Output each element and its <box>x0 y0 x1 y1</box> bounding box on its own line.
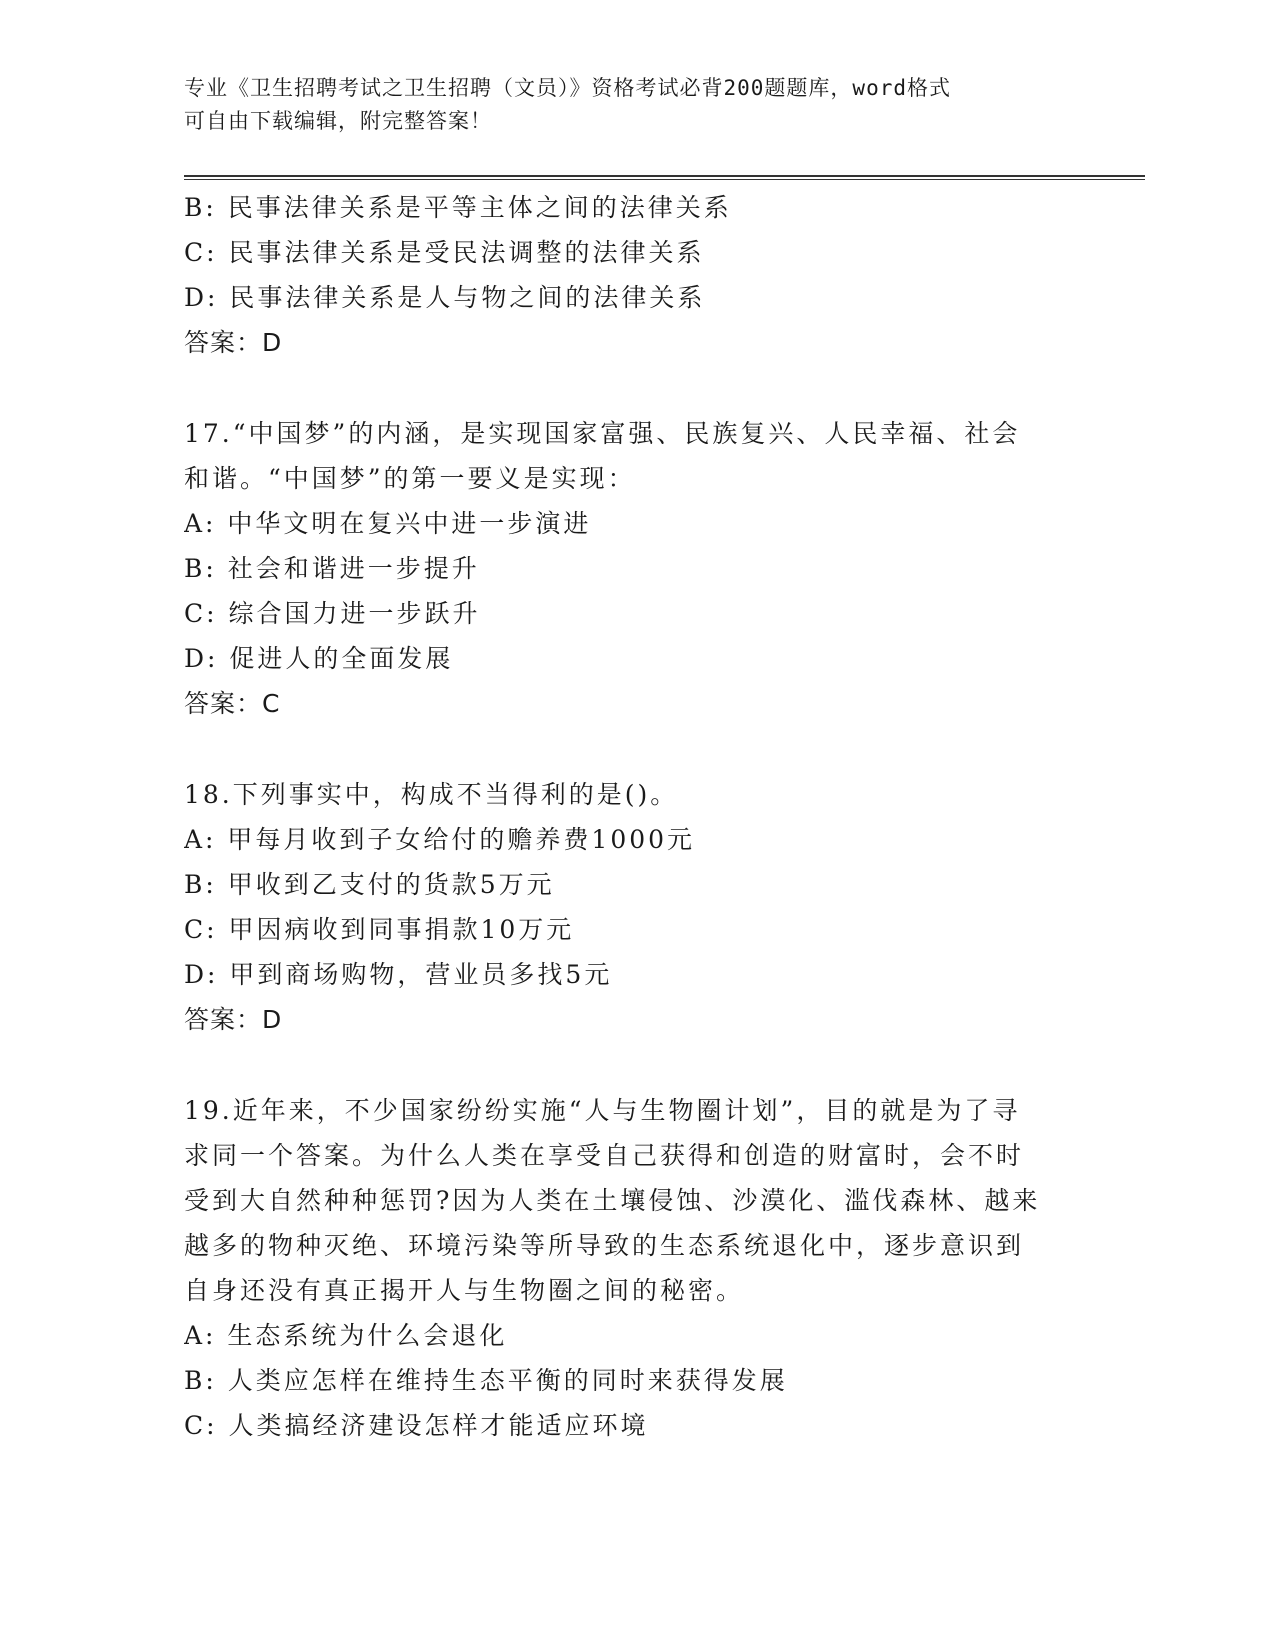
q18-option-b: B: 甲收到乙支付的货款5万元 <box>184 870 555 899</box>
question-content <box>184 185 1084 1448</box>
q18-answer: 答案：D <box>184 1005 283 1034</box>
q17-option-d: D: 促进人的全面发展 <box>184 644 454 673</box>
q19-stem-line-5: 自身还没有真正揭开人与生物圈之间的秘密。 <box>184 1276 745 1305</box>
question-16-continued <box>184 185 1084 365</box>
question-17 <box>184 411 1084 726</box>
q16-option-d: D: 民事法律关系是人与物之间的法律关系 <box>184 283 706 312</box>
q19-stem-line-1: 19.近年来，不少国家纷纷实施“人与生物圈计划”，目的就是为了寻 <box>184 1096 1021 1125</box>
q19-stem-line-4: 越多的物种灭绝、环境污染等所导致的生态系统退化中，逐步意识到 <box>184 1231 1025 1260</box>
spacer <box>184 726 1084 772</box>
q19-option-b: B: 人类应怎样在维持生态平衡的同时来获得发展 <box>184 1366 788 1395</box>
q19-option-c: C: 人类搞经济建设怎样才能适应环境 <box>184 1411 649 1440</box>
q18-option-c: C: 甲因病收到同事捐款10万元 <box>184 915 575 944</box>
q18-option-d: D: 甲到商场购物，营业员多找5元 <box>184 960 613 989</box>
page-header <box>184 72 1064 138</box>
q17-option-b: B: 社会和谐进一步提升 <box>184 554 480 583</box>
header-divider <box>184 175 1145 180</box>
spacer <box>184 1042 1084 1088</box>
q18-stem-line-1: 18.下列事实中，构成不当得利的是()。 <box>184 780 679 809</box>
header-title-line-2: 可自由下载编辑，附完整答案！ <box>184 109 492 133</box>
q17-option-c: C: 综合国力进一步跃升 <box>184 599 481 628</box>
q17-answer: 答案：C <box>184 689 281 718</box>
q17-stem-line-1: 17.“中国梦”的内涵，是实现国家富强、民族复兴、人民幸福、社会 <box>184 419 1021 448</box>
q19-option-a: A: 生态系统为什么会退化 <box>184 1321 508 1350</box>
q16-option-c: C: 民事法律关系是受民法调整的法律关系 <box>184 238 705 267</box>
question-18 <box>184 772 1084 1042</box>
question-19 <box>184 1088 1084 1448</box>
q16-answer: 答案：D <box>184 328 283 357</box>
header-title-line-1: 专业《卫生招聘考试之卫生招聘（文员）》资格考试必背200题题库，word格式 <box>184 76 951 100</box>
spacer <box>184 365 1084 411</box>
q16-option-b: B: 民事法律关系是平等主体之间的法律关系 <box>184 193 732 222</box>
q19-stem-line-3: 受到大自然种种惩罚?因为人类在土壤侵蚀、沙漠化、滥伐森林、越来 <box>184 1186 1041 1215</box>
q19-stem-line-2: 求同一个答案。为什么人类在享受自己获得和创造的财富时，会不时 <box>184 1141 1025 1170</box>
q18-option-a: A: 甲每月收到子女给付的赡养费1000元 <box>184 825 696 854</box>
q17-stem-line-2: 和谐。“中国梦”的第一要义是实现： <box>184 464 636 493</box>
q17-option-a: A: 中华文明在复兴中进一步演进 <box>184 509 592 538</box>
